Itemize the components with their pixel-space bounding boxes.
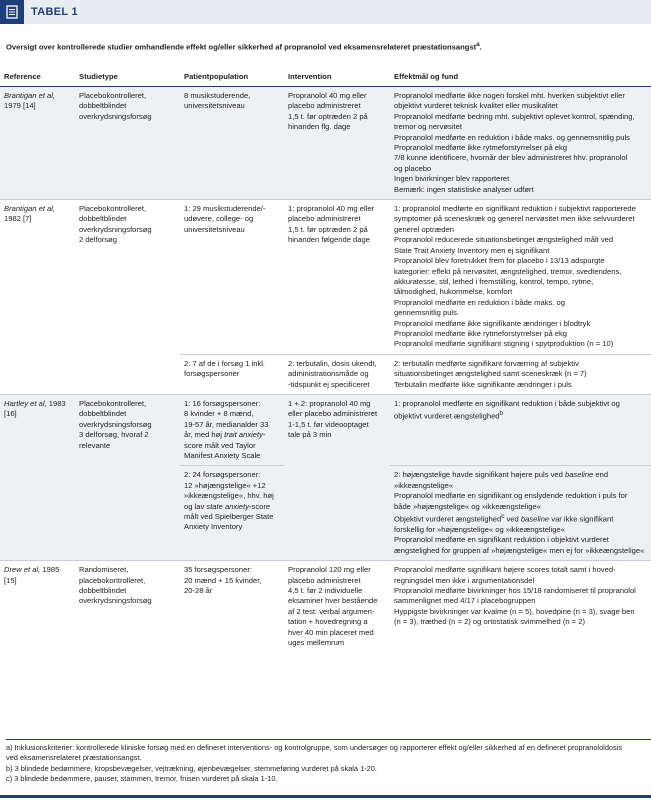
column-header: Studietype bbox=[75, 66, 180, 87]
findings-cell: Propranolol medførte signifikant højere scores totalt samt i hoved- regningsdel men ikke i argumentationsdel Propranolol medførte bivirkninger hos 15/18 randomiseret til propranolol sammenlignet med 4/17 i placebogruppen Hyppigste bivirkninger var kvalme (n = 5), hovedpine (n = 3), svage ben (n = 3), træthed (n = 2) og ortostatisk svimmelhed (n = 2) bbox=[390, 561, 651, 653]
population-cell: 1: 16 forsøgspersoner: 8 kvinder + 8 mænd, 19-57 år, medianalder 33 år, med høj trait anxiety- score målt ved Taylor Manifest Anxiety Scale bbox=[180, 394, 284, 465]
population-cell: 8 musikstuderende, universitetsniveau bbox=[180, 87, 284, 200]
table-row bbox=[0, 394, 651, 465]
column-header: Patientpopulation bbox=[180, 66, 284, 87]
footnote: c) 3 blindede bedømmere, pauser, stammen, tremor, fnisen vurderet på skala 1-10. bbox=[6, 774, 278, 784]
intervention-cell: 2: terbutalin, dosis ukendt, administrationsmåde og -tidspunkt ej specificeret bbox=[284, 354, 390, 394]
column-header: Intervention bbox=[284, 66, 390, 87]
intervention-cell: Propranolol 120 mg eller placebo administreret 4,5 t. før 2 individuelle eksaminer hver bestående af 2 test: verbal argumen- tation + hovedregning a hver 40 min placeret med uges mellemrum bbox=[284, 561, 390, 653]
bottom-rule bbox=[0, 795, 651, 798]
findings-cell: Propranolol medførte ikke nogen forskel mht. hverken subjektivt eller objektivt vurderet teknisk kvalitet eller musikalitet Propranolol medførte bedring mht. subjektivt oplevet kontrol, spænding, tremor og nervøsitet Propranolol medførte en reduktion i både maks. og gennemsnitlig puls Propranolol medførte ikke rytmeforstyrrelser på ekg 7/8 kunne identificere, hvornår der blev administreret hhv. propranolol og placebo Ingen bivirkninger blev rapporteret Bemærk: ingen statistiske analyser udført bbox=[390, 87, 651, 200]
population-cell: 1: 29 musikstuderende/- udøvere, college- og universitetsniveau bbox=[180, 200, 284, 355]
population-cell: 2: 24 forsøgspersoner: 12 »højængstelige« +12 »ikkeængstelige«, hhv. høj og lav state anxiety-score målt ved Spielberger State Anxiety Inventory bbox=[180, 466, 284, 561]
findings-cell: 1: propranolol medførte en signifikant reduktion i både subjektivt og objektivt vurderet ængstelighed$^b$ bbox=[390, 394, 651, 465]
table-caption: Oversigt over kontrollerede studier omhandlende effekt og/eller sikkerhed af propranolol ved eksamensrelateret præstationsangst$^a$. bbox=[6, 41, 482, 52]
intervention-cell: 1: propranolol 40 mg eller placebo administreret 1,5 t. før optræden 2 på hinanden følgende dage bbox=[284, 200, 390, 355]
column-header: Reference bbox=[0, 66, 75, 87]
findings-cell: 2: terbutalin medførte signifikant forværring af subjektiv situationsbetinget ængstelighed samt sceneskræk (n = 7) Terbutalin medførte ikke signifikante ændringer i puls bbox=[390, 354, 651, 394]
reference-cell: Brantigan et al, 1982 [7] bbox=[0, 200, 75, 395]
table-header-bar bbox=[0, 0, 651, 24]
reference-cell: Brantigan et al, 1979 [14] bbox=[0, 87, 75, 200]
findings-cell: 1: propranolol medførte en signifikant reduktion i subjektivt rapporterede symptomer på sceneskræk og generel nervøsitet men ikke selvvurderet generel optræden Propranolol reducerede situationsbetinget ængstelighed målt ved State Trait Anxiety Inventory men ej signifikant Propranolol blev foretrukket frem for placebo i 13/13 adspurgte kategorier: effekt på nervøsitet, ængstelighed, tremor, svedtendens, akkuratesse, stil, lethed i fremstilling, kontrol, tempo, rytme, tålmodighed, hukommelse, komfort Propranolol medførte en reduktion i både maks. og gennemsnitlig puls. Propranolol medførte ikke signifikante ændringer i blodtryk Propranolol medførte ikke rytmeforstyrrelser på ekg Propranolol medførte signifikant stigning i spytproduktion (n = 10) bbox=[390, 200, 651, 355]
study-type-cell: Placebokontrolleret, dobbeltblindet overkrydsningsforsøg 3 delforsøg, hvoraf 2 relevante bbox=[75, 394, 180, 560]
footnote: a) Inklusionskriterier: kontrollerede kliniske forsøg med en defineret interventions- og kontrolgruppe, som undersøger og rapporterer effekt og/eller sikkerhed af en defineret propranololdosis bbox=[6, 743, 623, 752]
study-type-cell: Placebokontrolleret, dobbeltblindet overkrydsningsforsøg 2 delforsøg bbox=[75, 200, 180, 395]
footnotes bbox=[6, 739, 651, 785]
population-cell: 2: 7 af de i forsøg 1 inkl. forsøgspersoner bbox=[180, 354, 284, 394]
table-row bbox=[0, 561, 651, 653]
study-type-cell: Placebokontrolleret, dobbeltblindet overkrydsningsforsøg bbox=[75, 87, 180, 200]
reference-cell: Hartley et al, 1983 [16] bbox=[0, 394, 75, 560]
footnote: ved eksamensrelateret præstationsangst. bbox=[6, 753, 142, 763]
intervention-cell: Propranolol 40 mg eller placebo administreret 1,5 t. før optræden 2 på hinanden flg. dage bbox=[284, 87, 390, 200]
reference-cell: Drew et al, 1985 [15] bbox=[0, 561, 75, 653]
table-header-row bbox=[0, 66, 651, 87]
findings-cell: 2: højængstelige havde signifikant højere puls ved baseline end »ikkeængstelige« Propranolol medførte en signifikant og enslydende reduktion i puls for både »højængstelige« og »ikkeængstelige« Objektivt vurderet ængstelighed$^c$ ved baseline var ikke signifikant forskellig for »højængstelige« og »ikkeængstelige« Propranolol medførte en signifikant reduktion i objektivt vurderet ængstelighed for gruppen af »højængstelige« men ej for »ikkeængstelige« bbox=[390, 466, 651, 561]
table-row bbox=[0, 87, 651, 200]
study-type-cell: Randomiseret, placebokontrolleret, dobbeltblindet overkrydsningsforsøg bbox=[75, 561, 180, 653]
studies-table bbox=[0, 66, 651, 652]
table-row bbox=[0, 200, 651, 355]
footnote: b) 3 blindede bedømmere, kropsbevægelser, vejtrækning, øjenbevægelser, stemmeføring vurderet på skala 1-20. bbox=[6, 763, 377, 773]
population-cell: 35 forsøgspersoner: 20 mænd + 15 kvinder, 20-28 år bbox=[180, 561, 284, 653]
column-header: Effektmål og fund bbox=[390, 66, 651, 87]
document-icon bbox=[0, 0, 24, 24]
intervention-cell: 1 + 2: propranolol 40 mg eller placebo administreret 1-1,5 t. før videooptaget tale på 3 min bbox=[284, 394, 390, 560]
table-title: TABEL 1 bbox=[31, 6, 78, 18]
